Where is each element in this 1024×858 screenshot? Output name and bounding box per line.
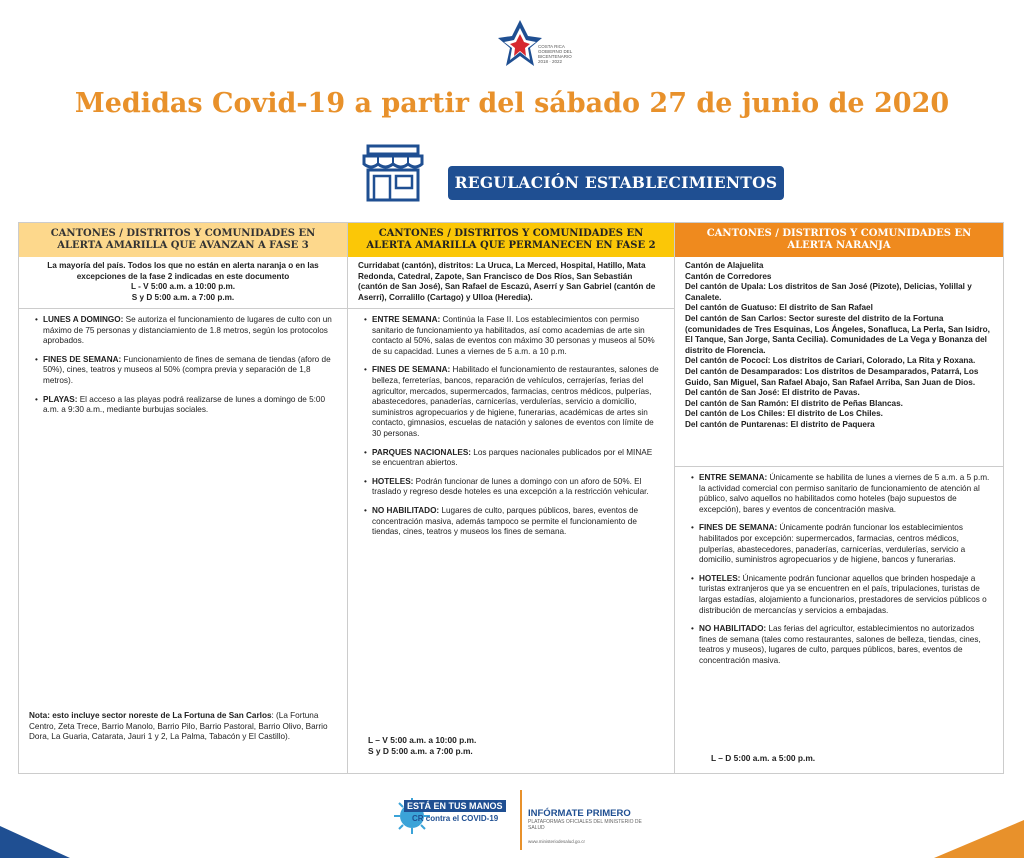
- page-title: Medidas Covid-19 a partir del sábado 27 de junio de 2020: [74, 88, 950, 119]
- list-item: • FINES DE SEMANA: Funcionamiento de fines de semana de tiendas (aforo de 50%), cines, teatros y museos al 50% (compra previa y separación de 1,8 metros).: [35, 355, 335, 387]
- website-link[interactable]: www.ministeriodesalud.go.cr: [528, 839, 586, 844]
- list-item: • PARQUES NACIONALES: Los parques nacionales publicados por el MINAE se encuentran abiertos.: [364, 448, 662, 469]
- logo-text: COSTA RICA GOBIERNO DEL BICENTENARIO 2018 · 2022: [538, 44, 573, 64]
- costa-rica-logo: [498, 18, 584, 72]
- list-item: • LUNES A DOMINGO: Se autoriza el funcionamiento de lugares de culto con un máximo de 75 personas y distanciamiento de 1.8 metros, según los protocolos aprobados.: [35, 315, 335, 347]
- informate-block: INFÓRMATE PRIMERO PLATAFORMAS OFICIALES DEL MINISTERIO DE SALUD www.ministeriodesalud.go.cr: [528, 808, 648, 844]
- hours: L – V 5:00 a.m. a 10:00 p.m. S y D 5:00 a.m. a 7:00 p.m.: [368, 735, 477, 756]
- star-flag-icon: [498, 18, 542, 68]
- corner-decoration: [934, 820, 1024, 858]
- column-fase-2: [348, 223, 675, 773]
- column-body: [19, 309, 347, 416]
- campaign-logo: ESTÁ EN TUS MANOS CR contra el COVID-19: [392, 792, 518, 850]
- column-fase-3: [19, 223, 348, 773]
- column-subheader: La mayoría del país. Todos los que no están en alerta naranja o en las excepciones de la fase 2 indicadas en este documento L - V 5:00 a.m. a 10:00 p.m. S y D 5:00 a.m. a 7:00 p.m.: [19, 257, 347, 309]
- regulation-table: [18, 222, 1004, 774]
- hours: L – D 5:00 a.m. a 5:00 p.m.: [711, 753, 816, 763]
- list-item: • HOTELES: Únicamente podrán funcionar aquellos que brinden hospedaje a turistas extranjeros que ya se encuentren en el país, tripulaciones, turistas de largas estadías, alojamiento a funcionarios, prestadores de servicios públicos o distribución de mercancías y servicios a embajadas.: [691, 574, 991, 616]
- corner-decoration: [0, 826, 70, 858]
- list-item: • ENTRE SEMANA: Continúa la Fase II. Los establecimientos con permiso sanitario de funcionamiento ya habilitados, así como academias de arte sin contacto al 50%, salas de eventos con máximo 30 personas y museos al 50% de su capacidad. Lunes a viernes de 5 a.m. a 10 p.m.: [364, 315, 662, 357]
- column-subheader: Curridabat (cantón), distritos: La Uruca, La Merced, Hospital, Hatillo, Mata Redonda, Catedral, Zapote, San Francisco de Dos Ríos, San Sebastián (cantón de San José), San Rafael de Escazú, Aserrí y San Gabriel (cantón de Aserrí), Corralillo (Cartago) y Ulloa (Heredia).: [348, 257, 674, 309]
- column-subheader: Cantón de Alajuelita Cantón de Corredores Del cantón de Upala: Los distritos de San José (Pizote), Delicias, Yolillal y Canalete. Del cantón de Guatuso: El distrito de San Rafael Del cantón de San Carlos: Sector sureste del distrito de la Fortuna (comunidades de Tres Esquinas, Los Ángeles, Sonafluca, La Perla, San Isidro, El Tanque, San Jorge, Santa Cecilia). Comunidades de La Vega y Bonanza del distrito de Florencia. Del cantón de Pococí: Los distritos de Cariari, Colorado, La Rita y Roxana. Del cantón de Desamparados: Los distritos de Desamparados, Patarrá, Los Guido, San Miguel, San Rafael Abajo, San Rafael Arriba, San Juan de Dios. Del cantón de San José: El distrito de Pavas. Del cantón de San Ramón: El distrito de Peñas Blancas. Del cantón de Los Chiles: El distrito de Los Chiles. Del cantón de Puntarenas: El distrito de Paquera: [675, 257, 1003, 467]
- column-header: CANTONES / DISTRITOS Y COMUNIDADES EN ALERTA AMARILLA QUE PERMANECEN EN FASE 2: [348, 223, 674, 257]
- column-alerta-naranja: [675, 223, 1003, 773]
- list-item: • NO HABILITADO: Lugares de culto, parques públicos, bares, eventos de concentración masiva, además tampoco se permite el funcionamiento de tiendas, cines, teatros y museos los fines de semana.: [364, 506, 662, 538]
- list-item: • FINES DE SEMANA: Únicamente podrán funcionar los establecimientos habilitados por excepción: supermercados, farmacias, centros médicos, pulperías, abastecedores, panaderías, carnicerías, verdulerías, servicio a domicilio, suministros agropecuarios y de higiene, bancos y funerarias.: [691, 523, 991, 565]
- list-item: • HOTELES: Podrán funcionar de lunes a domingo con un aforo de 50%. El traslado y regreso desde hoteles es una excepción a la restricción vehicular.: [364, 477, 662, 498]
- column-body: [348, 309, 674, 538]
- list-item: • NO HABILITADO: Las ferias del agricultor, establecimientos no autorizados fines de semana (tales como restaurantes, salones de belleza, tiendas, cines, teatros y museos), lugares de culto, parques públicos, bares, eventos de concentración masiva.: [691, 624, 991, 666]
- column-header: CANTONES / DISTRITOS Y COMUNIDADES EN ALERTA AMARILLA QUE AVANZAN A FASE 3: [19, 223, 347, 257]
- section-banner: REGULACIÓN ESTABLECIMIENTOS: [448, 166, 784, 200]
- column-body: [675, 467, 1003, 667]
- list-item: • ENTRE SEMANA: Únicamente se habilita de lunes a viernes de 5 a.m. a 5 p.m. la actividad comercial con permiso sanitario de funcionamiento de atención al público, salvo aquellos no habilitados como hoteles (bajo supuestos de excepción), bares y eventos de concentración masiva.: [691, 473, 991, 515]
- list-item: • FINES DE SEMANA: Habilitado el funcionamiento de restaurantes, salones de belleza, ferreterías, bancos, reparación de vehículos, cerrajerías, ferias del agricultor, mercados, supermercados, farmacias, centros médicos, pulperías, abastecedores, panaderías, carnicerías, verdulerías, servicio a domicilio, suministros agropecuarios y de higiene, funerarias, académicas de artes sin contacto, gimnasios, escuelas de natación y salones de eventos con límite de 30 personas.: [364, 365, 662, 439]
- note: Nota: esto incluye sector noreste de La Fortuna de San Carlos: (La Fortuna Centro, Zeta Trece, Barrio Manolo, Barrio Pilo, Barrio Pastoral, Barrio Olivo, Barrio Dora, La Guaria, Catarata, Jauri 1 y 2, La Palma, Tabacón y El Castillo).: [29, 711, 328, 742]
- footer-divider: [520, 790, 522, 850]
- store-icon: [360, 142, 426, 204]
- column-header: CANTONES / DISTRITOS Y COMUNIDADES EN ALERTA NARANJA: [675, 223, 1003, 257]
- list-item: • PLAYAS: El acceso a las playas podrá realizarse de lunes a domingo de 5:00 a.m. a 9:30 a.m., mediante burbujas sociales.: [35, 395, 335, 416]
